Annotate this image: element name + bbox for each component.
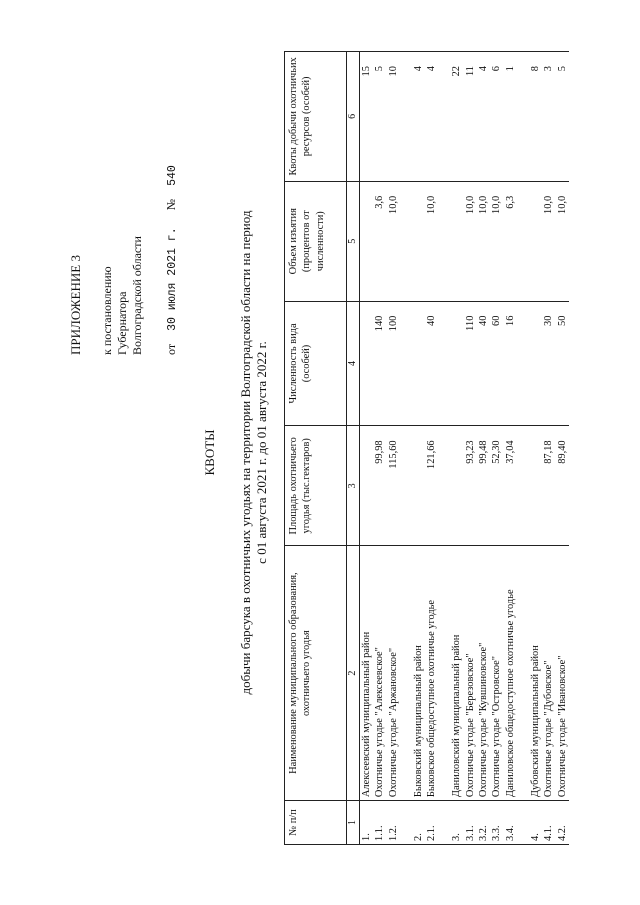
row-name: Даниловский муниципальный район	[450, 546, 463, 801]
row-quota: 4	[425, 52, 438, 182]
row-percent: 10,0	[556, 181, 569, 301]
table-row	[464, 52, 477, 845]
row-count: 100	[387, 301, 400, 426]
appendix-line-1: к постановлению	[100, 266, 114, 355]
row-number: 3.2.	[477, 801, 490, 845]
row-name	[400, 546, 412, 801]
number-value: 540	[166, 165, 179, 186]
table-row	[542, 52, 555, 845]
row-name: Охотничье угодье "Кувшиновское"	[477, 546, 490, 801]
col-number-2: 2	[347, 546, 360, 801]
row-percent: 6,3	[504, 181, 517, 301]
row-quota	[517, 52, 529, 182]
row-quota: 6	[490, 52, 503, 182]
row-count	[400, 301, 412, 426]
row-percent	[517, 181, 529, 301]
table-row	[556, 52, 569, 845]
document-title: КВОТЫ	[202, 429, 217, 476]
row-name: Алексеевский муниципальный район	[360, 546, 374, 801]
row-quota: 3	[542, 52, 555, 182]
appendix-line-2: Губернатора	[115, 291, 129, 355]
row-quota: 4	[477, 52, 490, 182]
row-area	[360, 426, 374, 546]
row-number	[438, 801, 450, 845]
row-name: Быковский муниципальный район	[412, 546, 425, 801]
row-count: 30	[542, 301, 555, 426]
row-area: 89,40	[556, 426, 569, 546]
row-quota: 15	[360, 52, 374, 182]
appendix-date-line	[164, 165, 180, 355]
table-body	[360, 52, 569, 845]
row-name: Охотничье угодье "Ивановское"	[556, 546, 569, 801]
row-name: Охотничье угодье "Дубовское"	[542, 546, 555, 801]
row-area: 99,48	[477, 426, 490, 546]
row-count: 110	[464, 301, 477, 426]
row-area	[400, 426, 412, 546]
row-quota	[438, 52, 450, 182]
row-area: 99,98	[373, 426, 386, 546]
row-area	[412, 426, 425, 546]
row-count	[438, 301, 450, 426]
row-count	[450, 301, 463, 426]
row-name: Быковское общедоступное охотничье угодье	[425, 546, 438, 801]
row-area: 93,23	[464, 426, 477, 546]
row-quota: 4	[412, 52, 425, 182]
appendix-title: ПРИЛОЖЕНИЕ 3	[68, 255, 83, 355]
row-quota: 1	[504, 52, 517, 182]
row-name: Охотничье угодье "Островское"	[490, 546, 503, 801]
row-count: 50	[556, 301, 569, 426]
table-row	[412, 52, 425, 845]
row-count: 40	[425, 301, 438, 426]
row-percent	[529, 181, 542, 301]
header-quota: Квоты добычи охотничьих ресурсов (особей)	[285, 52, 347, 182]
row-number: 3.	[450, 801, 463, 845]
row-area: 52,30	[490, 426, 503, 546]
table-row	[517, 52, 529, 845]
row-count	[529, 301, 542, 426]
row-number: 1.2.	[387, 801, 400, 845]
row-quota: 5	[556, 52, 569, 182]
row-area	[529, 426, 542, 546]
row-number: 4.	[529, 801, 542, 845]
table-row	[504, 52, 517, 845]
row-count	[412, 301, 425, 426]
row-area: 121,66	[425, 426, 438, 546]
row-quota: 11	[464, 52, 477, 182]
table-row	[529, 52, 542, 845]
header-number: № п/п	[285, 801, 347, 845]
row-number: 3.4.	[504, 801, 517, 845]
row-quota: 22	[450, 52, 463, 182]
row-percent: 10,0	[542, 181, 555, 301]
row-count: 60	[490, 301, 503, 426]
row-quota	[400, 52, 412, 182]
row-area	[517, 426, 529, 546]
number-sign: №	[164, 198, 178, 211]
table-row	[400, 52, 412, 845]
row-percent: 10,0	[464, 181, 477, 301]
date-prefix: от	[164, 343, 178, 355]
row-name: Дубовский муниципальный район	[529, 546, 542, 801]
table-row	[490, 52, 503, 845]
table-row	[373, 52, 386, 845]
row-area	[450, 426, 463, 546]
row-name: Даниловское общедоступное охотничье угодье	[504, 546, 517, 801]
table-row	[387, 52, 400, 845]
row-percent	[412, 181, 425, 301]
col-number-5: 5	[347, 181, 360, 301]
row-count: 40	[477, 301, 490, 426]
row-number	[400, 801, 412, 845]
row-percent	[450, 181, 463, 301]
row-count	[360, 301, 374, 426]
row-number	[517, 801, 529, 845]
row-percent: 10,0	[477, 181, 490, 301]
row-count	[517, 301, 529, 426]
row-percent: 10,0	[387, 181, 400, 301]
header-area: Площадь охотничьего угодья (тыс.гектаров)	[285, 426, 347, 546]
table-row	[438, 52, 450, 845]
header-percent: Объем изъятия (процентов от численности)	[285, 181, 347, 301]
col-number-6: 6	[347, 52, 360, 182]
table-row	[425, 52, 438, 845]
document-subtitle-line-1: добычи барсука в охотничьих угодьях на территории Волгоградской области на период	[238, 210, 253, 695]
row-name	[517, 546, 529, 801]
col-number-4: 4	[347, 301, 360, 426]
row-number: 4.1.	[542, 801, 555, 845]
row-name: Охотничье угодье "Березовское"	[464, 546, 477, 801]
quota-table	[284, 51, 569, 845]
row-area: 115,60	[387, 426, 400, 546]
appendix-line-3: Волгоградской области	[130, 236, 144, 355]
row-number: 1.	[360, 801, 374, 845]
row-percent	[360, 181, 374, 301]
row-count: 140	[373, 301, 386, 426]
row-percent: 3,6	[373, 181, 386, 301]
row-number: 3.1.	[464, 801, 477, 845]
row-number: 2.1.	[425, 801, 438, 845]
row-area	[438, 426, 450, 546]
table-row	[450, 52, 463, 845]
row-number: 2.	[412, 801, 425, 845]
row-name	[438, 546, 450, 801]
row-area: 37,04	[504, 426, 517, 546]
row-percent: 10,0	[425, 181, 438, 301]
row-percent	[400, 181, 412, 301]
row-count: 16	[504, 301, 517, 426]
row-number: 4.2.	[556, 801, 569, 845]
row-percent	[438, 181, 450, 301]
col-number-1: 1	[347, 801, 360, 845]
row-name: Охотничье угодье "Алексеевское"	[373, 546, 386, 801]
col-number-3: 3	[347, 426, 360, 546]
table-row	[477, 52, 490, 845]
row-quota: 8	[529, 52, 542, 182]
row-quota: 10	[387, 52, 400, 182]
row-number: 3.3.	[490, 801, 503, 845]
date-value: 30 июля 2021 г.	[166, 227, 179, 331]
table-row	[360, 52, 374, 845]
header-name: Наименование муниципального образования, охотничьего угодья	[285, 546, 347, 801]
row-area: 87,18	[542, 426, 555, 546]
row-name: Охотничье угодье "Аржановское"	[387, 546, 400, 801]
row-quota: 5	[373, 52, 386, 182]
header-count: Численность вида (особей)	[285, 301, 347, 426]
document-subtitle-line-2: с 01 августа 2021 г. до 01 августа 2022 г.	[254, 341, 269, 564]
row-percent: 10,0	[490, 181, 503, 301]
row-number: 1.1.	[373, 801, 386, 845]
